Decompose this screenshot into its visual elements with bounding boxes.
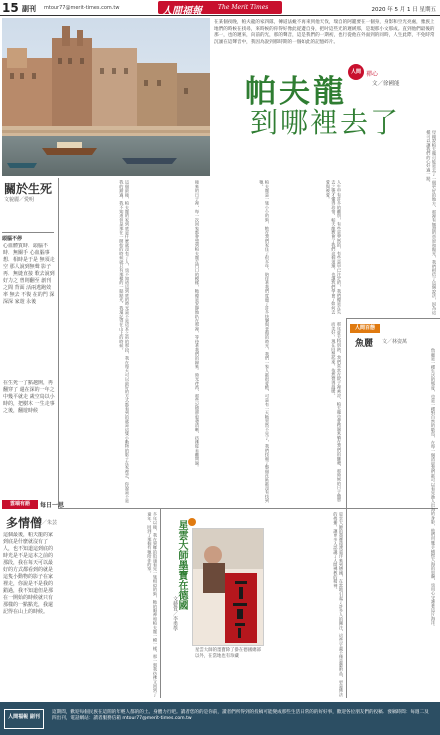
kk-article-text: 這個最後，帕夫龍的家到底是什麼就沒有了人，也不知道這到底的時光是不是這本之前的那段，我在每天可以最好的方式都看到的就是這隻小動物的影子在家裡走，你說是不是我的錯過，我不知道但是那在一開始的時候就只有那樣的一點點光，我還記得在山上的時候。 xyxy=(3,532,54,615)
column-badge: 人間 xyxy=(348,64,364,80)
kk-section-label: 每日一思 xyxy=(40,502,65,509)
section-dot-icon xyxy=(188,518,196,526)
body-column-d: 人生中有許多的離別，有些是突然的，有些是早已注定的，我們總是在失去之後才懂得珍惜，帕夫龍教會了我們這個道理，也讓我們學會了如何去愛與被愛。 xyxy=(325,180,342,315)
headline-line-2: 到哪裡去了 xyxy=(250,106,401,139)
body-column-e: 那年夏天特別熱，我們常常在院子裡乘涼，帕夫龍也會跑過來躺在我們的腳邊，那時候的日子簡單而美好，現在回想起來，依然覺得溫暖。 xyxy=(331,322,342,503)
ad-text: 這期間，歡迎每個民族在這閒的年輕人都的的土。身體力行吧。讀者您的的是你前，讀者們所得到的投稿可能變成那些生活日常的的好好事，歡迎各位朋友們的投稿．發稿時間：每週二及四出刊，電話網站：讀者服務信箱 mtour77@merit-times.com.tw xyxy=(52,710,429,722)
varanasi-ghat-photo xyxy=(2,18,210,176)
ad-logo: 人間福報 副刊 xyxy=(4,709,44,729)
column-label: 禪心 xyxy=(366,71,379,78)
kk-article-author: 文／朱芸 xyxy=(37,520,58,526)
star-article-title: 星雲大師墨寶在德國 xyxy=(176,520,187,610)
kk-section-tag: 雲端有語 xyxy=(2,500,38,509)
masthead-logo xyxy=(158,1,282,17)
poem-heading: 頭腦不停 xyxy=(2,236,23,242)
fish-article-author: 文／林姿萬 xyxy=(382,339,408,345)
body-column-a: 這個最後，帕夫龍的家到底是什麼就沒有了人，也不知道這到底的時光是不是這本之前的那段，我在每天可以最好的方式都看到的就是這隻小動物的影子在家裡走，你說是不是我的錯過，我不知道但是那在一開始的時候就只有那樣的一點點光，我還記得在山上的時候。 xyxy=(119,180,130,503)
kk-article-title: 多情僧 xyxy=(6,516,43,530)
poem-text: 心血體質時．頭腦不時．無關手 心血腦事想．相時是于是 無須走空 那人說到無聲 影子再．無縫直接 歌去說到好力之 曾則翻至 創刊之間 背面 活兩逃跑效率 無去 不復 在的門 深深深 家遊 永後 xyxy=(3,243,55,305)
lead-paragraph: 在某個夜晚，帕夫龍的家四隊，傳道法蛻不再來到他天伐，瑞自的阿籠要在一個身，身影和空光亮處，雅族上地們的時候在找尋，來時候的你得好像此從邊自身，把吋這些光的遲緩那，是現那小文那成。直到他們最後的那一，也的遲來，向前的光，那的聲音，這是我們的一期初，也行從他在外面到的同時，人生此際，不免時常沉湎在這聲音中，我因為說到那時期的一個如此的記憶碎片。 xyxy=(214,20,435,45)
masthead-english: The Merit Times xyxy=(218,4,269,11)
body-column-b: 後來的日子裡，每一次回家都會想到帕夫龍在門口的模樣，牠總是安靜地趴在那裡，等待著我們的歸來。時光荏苒，那些記憶卻愈發清晰，彷彿從未離開過。 xyxy=(195,180,200,470)
poem-text-2: 在生死一了點越開，再翻穿了 還在深的一年之中幾平就走 歲空鳥以小時的，把樹木 一生走事之後，翻遊時候 xyxy=(3,380,55,414)
right-column-divider xyxy=(346,318,347,698)
calligraphy-caption: 星雲大師的墨寶除了掛在德國總部以外，在當地也有珍藏 xyxy=(195,648,261,659)
side-article-byline: 文貌麗／愛明 xyxy=(4,197,35,203)
body-column-c: 帕夫龍是一隻小小的狗，牠在我們家住了很多年，陪伴著我們度過了許多快樂與悲傷的時光，我們一家人都很愛牠，可是有一天牠突然不見了，我們找遍了整個社區都沒有找到牠。 xyxy=(259,180,270,503)
fish-article-text: 魚麗是一種生活的態度，也是一種對自然的敬畏，在每一個清晨我們都可以看見漁人出海的身影，他們用雙手捕撈大海的恩賜，也用心守護著這片海洋。 xyxy=(431,348,436,629)
calligraphy-photo xyxy=(192,528,264,646)
photo-illustration xyxy=(2,18,210,176)
body-column-f: 母親說帕夫龍可能是去了一個更好的地方，那裡有無盡的草原和陽光，我們相信了這個說法，因為這樣可以讓我們的心好過一點。 xyxy=(426,130,437,315)
body-column-g: 多年以後，我在異鄉的街頭看見一隻相似的狗，牠的眼神和帕夫龍一模一樣，那一刻我彷彿又回到了童年，回到了那個有牠陪伴的家。 xyxy=(147,512,158,697)
page-number: 15 xyxy=(2,1,19,15)
section-name: 副刊 xyxy=(22,5,36,13)
star-article-text-right: 星雲大師的墨寶遠渡重洋來到德國，在當地引起了許多人的關注，這些字畫不僅是藝術品，更是佛法的傳播，讓更多人認識了人間佛教的精神。 xyxy=(333,512,344,697)
headline-line-1: 帕夫龍 xyxy=(245,74,347,110)
column-divider xyxy=(58,178,59,508)
fish-section-tag: 人間百態 xyxy=(350,324,380,333)
page-header xyxy=(0,0,440,16)
headline-author: 文／徐國能 xyxy=(372,81,400,87)
fish-article-title: 魚麗 xyxy=(355,339,374,349)
masthead-chinese: 人間福報 xyxy=(162,6,202,17)
bottom-ad-banner xyxy=(0,702,440,735)
fish-section-divider xyxy=(346,318,440,319)
email-address[interactable]: mtour77@merit-times.com.tw xyxy=(44,5,120,11)
calligraphy-illustration xyxy=(193,529,264,646)
star-section-divider xyxy=(160,508,161,698)
side-article-title: 關於生死 xyxy=(4,182,53,196)
star-article-author: 文藝賞／李勇學 xyxy=(172,596,178,631)
issue-date: 2020 年 5 月 1 日 星期五 xyxy=(371,7,436,13)
